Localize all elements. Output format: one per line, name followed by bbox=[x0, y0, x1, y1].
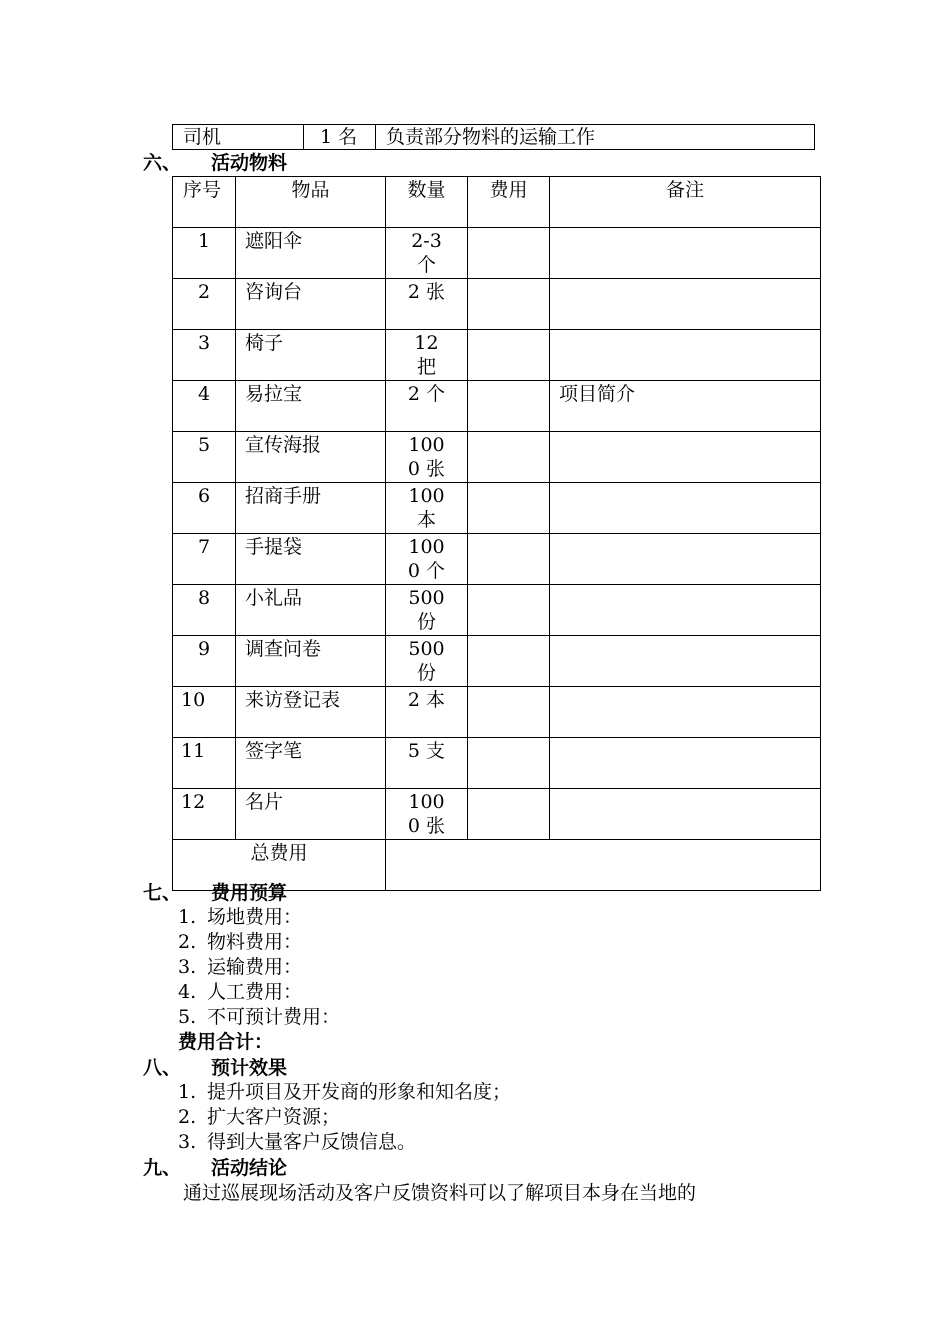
table-row bbox=[173, 228, 821, 279]
row-fee bbox=[468, 687, 550, 738]
row-item: 签字笔 bbox=[236, 738, 386, 789]
table-row bbox=[173, 534, 821, 585]
row-index: 10 bbox=[173, 687, 236, 738]
row-item: 宣传海报 bbox=[236, 432, 386, 483]
row-fee bbox=[468, 789, 550, 840]
row-index: 8 bbox=[173, 585, 236, 636]
row-fee bbox=[468, 432, 550, 483]
row-index: 7 bbox=[173, 534, 236, 585]
row-fee bbox=[468, 534, 550, 585]
qty-text: 2 个 bbox=[407, 383, 446, 405]
table-row bbox=[173, 738, 821, 789]
total-label: 总费用 bbox=[173, 840, 386, 891]
staff-duty-cell: 负责部分物料的运输工作 bbox=[376, 125, 815, 150]
conclusion-paragraph: 通过巡展现场活动及客户反馈资料可以了解项目本身在当地的 bbox=[183, 1182, 697, 1204]
section-title: 费用预算 bbox=[211, 882, 288, 904]
row-note bbox=[550, 636, 821, 687]
section-title: 预计效果 bbox=[211, 1057, 288, 1079]
list-number: 2. bbox=[178, 931, 197, 953]
table-row bbox=[173, 381, 821, 432]
qty-text: 1000 张 bbox=[407, 791, 446, 837]
materials-table bbox=[172, 176, 821, 891]
qty-text: 1000 个 bbox=[407, 536, 446, 582]
table-row bbox=[173, 432, 821, 483]
list-number: 1. bbox=[178, 1081, 197, 1103]
row-qty bbox=[386, 534, 468, 585]
budget-list bbox=[178, 905, 340, 1030]
section-title: 活动结论 bbox=[211, 1157, 288, 1179]
qty-text: 500 份 bbox=[408, 587, 445, 633]
row-note bbox=[550, 279, 821, 330]
list-item bbox=[178, 930, 340, 955]
row-note: 项目简介 bbox=[550, 381, 821, 432]
row-fee bbox=[468, 381, 550, 432]
table-row bbox=[173, 687, 821, 738]
list-item bbox=[178, 980, 340, 1005]
row-qty bbox=[386, 330, 468, 381]
qty-text: 500 份 bbox=[408, 638, 445, 684]
list-number: 4. bbox=[178, 981, 197, 1003]
list-text: 得到大量客户反馈信息。 bbox=[207, 1131, 417, 1153]
row-fee bbox=[468, 738, 550, 789]
staff-role-cell: 司机 bbox=[173, 125, 304, 150]
row-note bbox=[550, 534, 821, 585]
row-item: 来访登记表 bbox=[236, 687, 386, 738]
list-item bbox=[178, 1105, 511, 1130]
row-item: 调查问卷 bbox=[236, 636, 386, 687]
list-number: 2. bbox=[178, 1106, 197, 1128]
qty-text: 2-3 个 bbox=[411, 230, 442, 276]
list-item bbox=[178, 955, 340, 980]
list-item bbox=[178, 1005, 340, 1030]
row-fee bbox=[468, 279, 550, 330]
row-qty bbox=[386, 279, 468, 330]
qty-text: 12 把 bbox=[414, 332, 439, 378]
section-number: 八、 bbox=[143, 1057, 182, 1079]
list-text: 物料费用： bbox=[207, 931, 303, 953]
row-note bbox=[550, 228, 821, 279]
header-fee: 费用 bbox=[468, 177, 550, 228]
row-index: 5 bbox=[173, 432, 236, 483]
effects-list bbox=[178, 1080, 511, 1155]
header-note: 备注 bbox=[550, 177, 821, 228]
list-item bbox=[178, 905, 340, 930]
list-text: 人工费用： bbox=[207, 981, 303, 1003]
row-index: 2 bbox=[173, 279, 236, 330]
qty-text: 2 本 bbox=[407, 689, 446, 711]
row-index: 1 bbox=[173, 228, 236, 279]
section-number: 九、 bbox=[143, 1157, 182, 1179]
list-text: 提升项目及开发商的形象和知名度； bbox=[207, 1081, 512, 1103]
row-item: 椅子 bbox=[236, 330, 386, 381]
qty-text: 100 本 bbox=[408, 485, 445, 531]
list-number: 5. bbox=[178, 1006, 197, 1028]
table-row bbox=[173, 330, 821, 381]
table-row bbox=[173, 789, 821, 840]
row-note bbox=[550, 330, 821, 381]
row-fee bbox=[468, 330, 550, 381]
row-qty bbox=[386, 789, 468, 840]
table-row bbox=[173, 483, 821, 534]
list-text: 不可预计费用： bbox=[207, 1006, 341, 1028]
table-row bbox=[173, 585, 821, 636]
row-item: 招商手册 bbox=[236, 483, 386, 534]
list-text: 运输费用： bbox=[207, 956, 303, 978]
row-qty bbox=[386, 381, 468, 432]
list-text: 场地费用： bbox=[207, 906, 303, 928]
header-index: 序号 bbox=[173, 177, 236, 228]
list-item bbox=[178, 1080, 511, 1105]
section-number: 六、 bbox=[143, 152, 182, 174]
section-title: 活动物料 bbox=[211, 152, 288, 174]
row-fee bbox=[468, 228, 550, 279]
staff-count-cell: 1 名 bbox=[304, 125, 376, 150]
row-index: 9 bbox=[173, 636, 236, 687]
header-qty: 数量 bbox=[386, 177, 468, 228]
qty-text: 5 支 bbox=[407, 740, 446, 762]
table-header-row bbox=[173, 177, 821, 228]
row-index: 12 bbox=[173, 789, 236, 840]
total-value bbox=[386, 840, 821, 891]
row-qty bbox=[386, 228, 468, 279]
row-note bbox=[550, 687, 821, 738]
table-row bbox=[173, 636, 821, 687]
section-heading-budget bbox=[143, 881, 287, 905]
row-fee bbox=[468, 585, 550, 636]
row-note bbox=[550, 789, 821, 840]
row-index: 4 bbox=[173, 381, 236, 432]
row-note bbox=[550, 483, 821, 534]
row-note bbox=[550, 432, 821, 483]
list-number: 1. bbox=[178, 906, 197, 928]
row-qty bbox=[386, 585, 468, 636]
row-item: 小礼品 bbox=[236, 585, 386, 636]
header-item: 物品 bbox=[236, 177, 386, 228]
table-row bbox=[173, 279, 821, 330]
section-heading-effects bbox=[143, 1056, 287, 1080]
row-fee bbox=[468, 636, 550, 687]
row-note bbox=[550, 585, 821, 636]
qty-text: 2 张 bbox=[407, 281, 446, 303]
table-row bbox=[173, 125, 815, 150]
row-qty bbox=[386, 636, 468, 687]
row-qty bbox=[386, 738, 468, 789]
row-index: 3 bbox=[173, 330, 236, 381]
row-qty bbox=[386, 432, 468, 483]
row-item: 易拉宝 bbox=[236, 381, 386, 432]
list-number: 3. bbox=[178, 956, 197, 978]
row-item: 名片 bbox=[236, 789, 386, 840]
materials-table-body bbox=[173, 228, 821, 840]
list-text: 扩大客户资源； bbox=[207, 1106, 341, 1128]
row-qty bbox=[386, 483, 468, 534]
row-note bbox=[550, 738, 821, 789]
row-fee bbox=[468, 483, 550, 534]
budget-total: 费用合计： bbox=[178, 1031, 274, 1053]
row-item: 遮阳伞 bbox=[236, 228, 386, 279]
row-index: 6 bbox=[173, 483, 236, 534]
row-index: 11 bbox=[173, 738, 236, 789]
row-item: 咨询台 bbox=[236, 279, 386, 330]
section-heading-conclusion bbox=[143, 1156, 287, 1180]
list-number: 3. bbox=[178, 1131, 197, 1153]
list-item bbox=[178, 1130, 511, 1155]
section-number: 七、 bbox=[143, 882, 182, 904]
qty-text: 1000 张 bbox=[407, 434, 446, 480]
section-heading-materials bbox=[143, 151, 287, 175]
staff-table bbox=[172, 124, 815, 150]
row-item: 手提袋 bbox=[236, 534, 386, 585]
row-qty bbox=[386, 687, 468, 738]
